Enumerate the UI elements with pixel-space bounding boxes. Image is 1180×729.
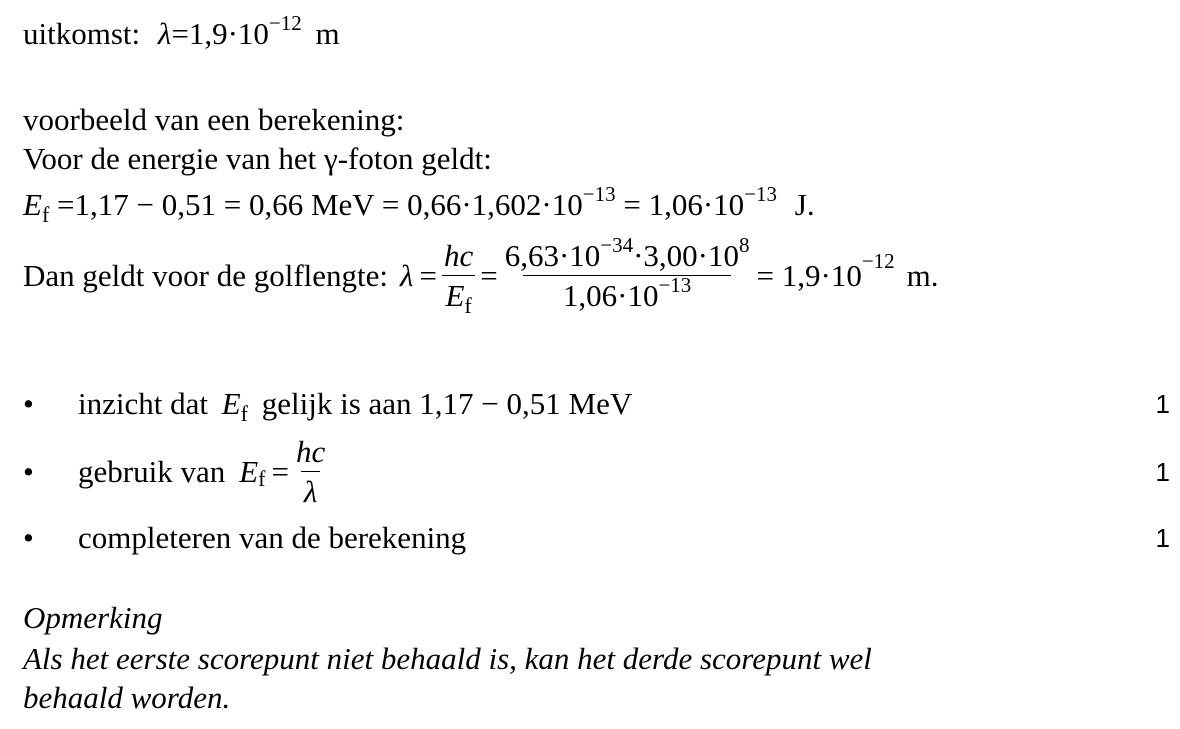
fraction-numerator: [502, 233, 753, 275]
remark-line-2: behaald worden.: [23, 680, 231, 715]
energy-value: 1,06·10: [562, 278, 659, 313]
energy-unit: J.: [794, 187, 815, 222]
bullet-point: •: [23, 386, 34, 421]
energy-exp-1: −13: [582, 182, 616, 206]
fraction-numerator: hc: [295, 434, 326, 469]
fraction-denominator: λ: [301, 471, 320, 507]
criterion-2: [78, 436, 332, 507]
result-label: uitkomst:: [23, 16, 141, 51]
equals-sign: =: [271, 454, 289, 489]
planck-constant: 6,63·10: [504, 238, 601, 273]
result-line: [23, 11, 340, 51]
lambda-symbol: λ: [400, 258, 414, 293]
energy-calc-2: = 1,06·10: [623, 187, 745, 222]
wavelength-intro: Dan geldt voor de golflengte:: [23, 258, 389, 293]
energy-symbol: E: [239, 454, 259, 489]
criterion-3: completeren van de berekening: [78, 520, 467, 555]
wavelength-equation: [23, 233, 939, 318]
energy-exponent: −13: [658, 273, 692, 297]
hc-over-e-fraction: [441, 238, 476, 318]
criterion-text: gelijk is aan: [261, 386, 412, 421]
remark-line-1: Als het eerste scorepunt niet behaald is, kan het derde scorepunt wel: [23, 641, 872, 676]
energy-equation: [23, 182, 815, 227]
equals-sign: =: [480, 258, 498, 293]
score-point: 1: [1155, 457, 1170, 487]
energy-subscript: f: [464, 293, 472, 318]
energy-subscript: f: [41, 202, 50, 227]
energy-calc-1: =1,17 − 0,51 = 0,66 MeV = 0,66·1,602·10: [57, 187, 583, 222]
equals-sign: =: [419, 258, 437, 293]
score-point: 1: [1155, 523, 1170, 553]
energy-exp-2: −13: [744, 182, 777, 206]
energy-symbol: E: [23, 187, 42, 222]
fraction-denominator: [442, 275, 474, 318]
energy-subscript: f: [240, 401, 248, 426]
wavelength-unit: m.: [906, 258, 939, 293]
light-speed: ·3,00·10: [633, 238, 740, 273]
wavelength-result: = 1,9·10: [756, 258, 862, 293]
equals-sign: =: [171, 16, 189, 51]
criterion-text: gebruik van: [78, 454, 226, 489]
fraction-denominator: [523, 275, 731, 311]
planck-exponent: −34: [600, 233, 634, 257]
result-unit: m: [315, 16, 340, 51]
remark-title: Opmerking: [23, 600, 163, 635]
criterion-math: 1,17 − 0,51 MeV: [419, 386, 633, 421]
bullet-point: •: [23, 520, 34, 555]
wavelength-exponent: −12: [861, 249, 895, 273]
energy-symbol: E: [445, 278, 465, 313]
light-speed-exponent: 8: [739, 233, 750, 257]
result-value: 1,9·10: [188, 16, 269, 51]
energy-subscript: f: [258, 465, 266, 491]
example-heading: voorbeeld van een berekening:: [23, 102, 405, 137]
lambda-symbol: λ: [157, 16, 172, 51]
energy-intro: Voor de energie van het γ-foton geldt:: [23, 141, 492, 176]
fraction-numerator: hc: [443, 238, 474, 273]
score-point: 1: [1155, 389, 1170, 419]
numeric-fraction: [502, 233, 753, 313]
hc-over-lambda-fraction: [293, 436, 328, 507]
result-exponent: −12: [268, 11, 302, 35]
bullet-point: •: [23, 454, 34, 489]
criterion-text: inzicht dat: [78, 386, 208, 421]
energy-symbol: E: [221, 386, 241, 421]
criterion-1: [78, 386, 633, 426]
